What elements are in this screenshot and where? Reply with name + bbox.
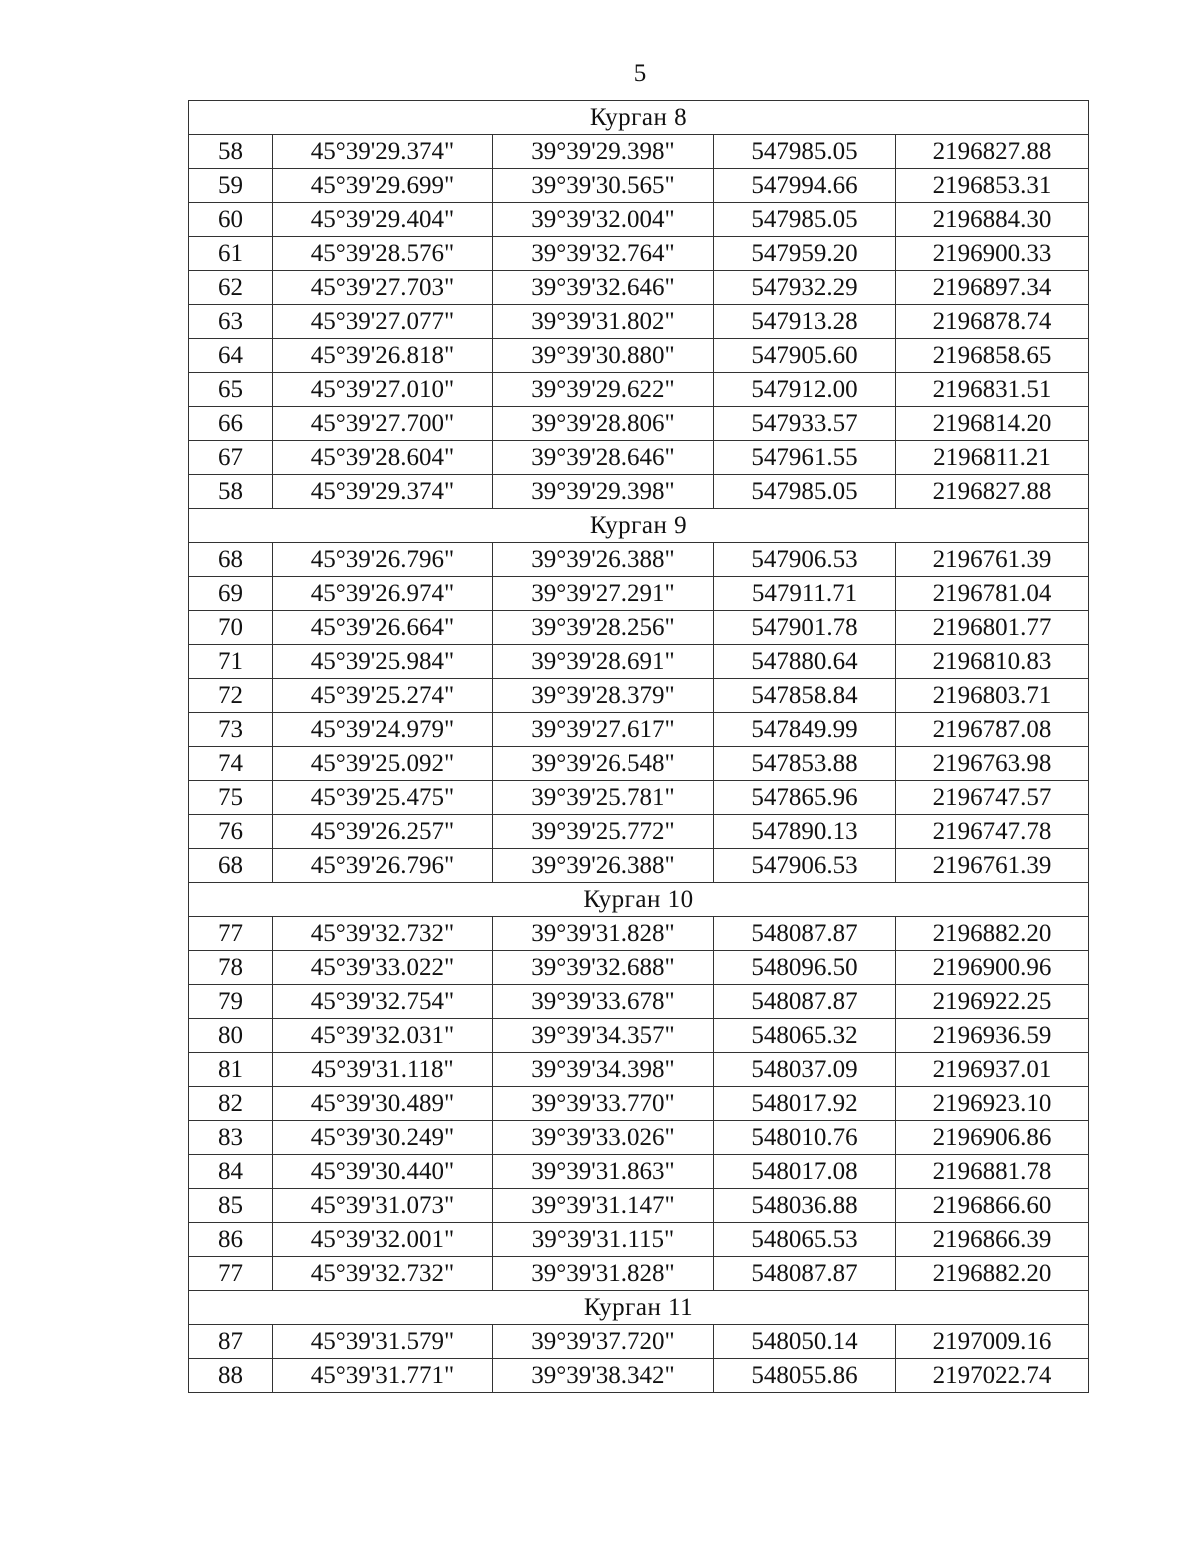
- latitude-cell: 45°39'29.374": [273, 475, 493, 509]
- table-row: [189, 135, 1089, 169]
- y-coordinate-cell: 2196884.30: [896, 203, 1089, 237]
- point-number-cell: 80: [189, 1019, 273, 1053]
- latitude-cell: 45°39'24.979": [273, 713, 493, 747]
- latitude-cell: 45°39'29.404": [273, 203, 493, 237]
- latitude-cell: 45°39'26.974": [273, 577, 493, 611]
- point-number-cell: 82: [189, 1087, 273, 1121]
- longitude-cell: 39°39'29.398": [493, 135, 714, 169]
- group-header-row: [189, 1291, 1089, 1325]
- point-number-cell: 77: [189, 917, 273, 951]
- table-row: [189, 1121, 1089, 1155]
- table-row: [189, 1223, 1089, 1257]
- latitude-cell: 45°39'32.031": [273, 1019, 493, 1053]
- table-row: [189, 407, 1089, 441]
- x-coordinate-cell: 547913.28: [714, 305, 896, 339]
- latitude-cell: 45°39'32.754": [273, 985, 493, 1019]
- longitude-cell: 39°39'32.764": [493, 237, 714, 271]
- table-row: [189, 951, 1089, 985]
- longitude-cell: 39°39'28.691": [493, 645, 714, 679]
- y-coordinate-cell: 2196878.74: [896, 305, 1089, 339]
- x-coordinate-cell: 547849.99: [714, 713, 896, 747]
- table-row: [189, 815, 1089, 849]
- latitude-cell: 45°39'28.576": [273, 237, 493, 271]
- longitude-cell: 39°39'28.379": [493, 679, 714, 713]
- longitude-cell: 39°39'31.802": [493, 305, 714, 339]
- x-coordinate-cell: 547985.05: [714, 135, 896, 169]
- y-coordinate-cell: 2196781.04: [896, 577, 1089, 611]
- table-row: [189, 1359, 1089, 1393]
- point-number-cell: 76: [189, 815, 273, 849]
- x-coordinate-cell: 547905.60: [714, 339, 896, 373]
- point-number-cell: 87: [189, 1325, 273, 1359]
- point-number-cell: 66: [189, 407, 273, 441]
- point-number-cell: 59: [189, 169, 273, 203]
- longitude-cell: 39°39'32.004": [493, 203, 714, 237]
- y-coordinate-cell: 2196937.01: [896, 1053, 1089, 1087]
- x-coordinate-cell: 548087.87: [714, 1257, 896, 1291]
- table-row: [189, 645, 1089, 679]
- latitude-cell: 45°39'25.475": [273, 781, 493, 815]
- x-coordinate-cell: 548055.86: [714, 1359, 896, 1393]
- point-number-cell: 84: [189, 1155, 273, 1189]
- table-row: [189, 169, 1089, 203]
- y-coordinate-cell: 2196831.51: [896, 373, 1089, 407]
- x-coordinate-cell: 548036.88: [714, 1189, 896, 1223]
- y-coordinate-cell: 2197022.74: [896, 1359, 1089, 1393]
- y-coordinate-cell: 2196761.39: [896, 543, 1089, 577]
- latitude-cell: 45°39'26.257": [273, 815, 493, 849]
- latitude-cell: 45°39'33.022": [273, 951, 493, 985]
- table-row: [189, 1325, 1089, 1359]
- group-header-row: [189, 509, 1089, 543]
- table-row: [189, 203, 1089, 237]
- table-row: [189, 305, 1089, 339]
- table-row: [189, 1257, 1089, 1291]
- latitude-cell: 45°39'31.118": [273, 1053, 493, 1087]
- point-number-cell: 86: [189, 1223, 273, 1257]
- point-number-cell: 77: [189, 1257, 273, 1291]
- table-row: [189, 679, 1089, 713]
- latitude-cell: 45°39'27.010": [273, 373, 493, 407]
- y-coordinate-cell: 2196801.77: [896, 611, 1089, 645]
- table-row: [189, 577, 1089, 611]
- longitude-cell: 39°39'37.720": [493, 1325, 714, 1359]
- point-number-cell: 63: [189, 305, 273, 339]
- group-title: Курган 9: [189, 509, 1089, 543]
- y-coordinate-cell: 2196763.98: [896, 747, 1089, 781]
- longitude-cell: 39°39'34.357": [493, 1019, 714, 1053]
- x-coordinate-cell: 547912.00: [714, 373, 896, 407]
- y-coordinate-cell: 2196814.20: [896, 407, 1089, 441]
- longitude-cell: 39°39'31.828": [493, 917, 714, 951]
- y-coordinate-cell: 2196787.08: [896, 713, 1089, 747]
- point-number-cell: 71: [189, 645, 273, 679]
- x-coordinate-cell: 548010.76: [714, 1121, 896, 1155]
- latitude-cell: 45°39'32.732": [273, 917, 493, 951]
- table-row: [189, 441, 1089, 475]
- x-coordinate-cell: 547906.53: [714, 543, 896, 577]
- coordinates-table-body: [189, 101, 1089, 1393]
- page-number: 5: [633, 60, 647, 87]
- longitude-cell: 39°39'33.770": [493, 1087, 714, 1121]
- longitude-cell: 39°39'28.806": [493, 407, 714, 441]
- latitude-cell: 45°39'29.699": [273, 169, 493, 203]
- point-number-cell: 61: [189, 237, 273, 271]
- x-coordinate-cell: 548037.09: [714, 1053, 896, 1087]
- point-number-cell: 72: [189, 679, 273, 713]
- latitude-cell: 45°39'31.073": [273, 1189, 493, 1223]
- table-row: [189, 713, 1089, 747]
- table-row: [189, 1155, 1089, 1189]
- longitude-cell: 39°39'27.617": [493, 713, 714, 747]
- x-coordinate-cell: 548050.14: [714, 1325, 896, 1359]
- y-coordinate-cell: 2196882.20: [896, 917, 1089, 951]
- x-coordinate-cell: 547853.88: [714, 747, 896, 781]
- point-number-cell: 78: [189, 951, 273, 985]
- point-number-cell: 65: [189, 373, 273, 407]
- y-coordinate-cell: 2196922.25: [896, 985, 1089, 1019]
- point-number-cell: 85: [189, 1189, 273, 1223]
- group-header-row: [189, 101, 1089, 135]
- point-number-cell: 60: [189, 203, 273, 237]
- latitude-cell: 45°39'25.092": [273, 747, 493, 781]
- table-row: [189, 1019, 1089, 1053]
- group-title: Курган 10: [189, 883, 1089, 917]
- latitude-cell: 45°39'32.001": [273, 1223, 493, 1257]
- point-number-cell: 69: [189, 577, 273, 611]
- y-coordinate-cell: 2196900.96: [896, 951, 1089, 985]
- x-coordinate-cell: 547880.64: [714, 645, 896, 679]
- group-header-row: [189, 883, 1089, 917]
- point-number-cell: 79: [189, 985, 273, 1019]
- point-number-cell: 64: [189, 339, 273, 373]
- y-coordinate-cell: 2196811.21: [896, 441, 1089, 475]
- y-coordinate-cell: 2196747.57: [896, 781, 1089, 815]
- longitude-cell: 39°39'28.256": [493, 611, 714, 645]
- longitude-cell: 39°39'31.115": [493, 1223, 714, 1257]
- longitude-cell: 39°39'30.565": [493, 169, 714, 203]
- point-number-cell: 62: [189, 271, 273, 305]
- y-coordinate-cell: 2196810.83: [896, 645, 1089, 679]
- latitude-cell: 45°39'30.489": [273, 1087, 493, 1121]
- latitude-cell: 45°39'30.440": [273, 1155, 493, 1189]
- y-coordinate-cell: 2196827.88: [896, 475, 1089, 509]
- x-coordinate-cell: 547961.55: [714, 441, 896, 475]
- longitude-cell: 39°39'25.781": [493, 781, 714, 815]
- longitude-cell: 39°39'32.688": [493, 951, 714, 985]
- longitude-cell: 39°39'30.880": [493, 339, 714, 373]
- longitude-cell: 39°39'38.342": [493, 1359, 714, 1393]
- longitude-cell: 39°39'31.863": [493, 1155, 714, 1189]
- table-row: [189, 1189, 1089, 1223]
- x-coordinate-cell: 547933.57: [714, 407, 896, 441]
- coordinates-table: [188, 100, 1089, 1393]
- longitude-cell: 39°39'31.147": [493, 1189, 714, 1223]
- latitude-cell: 45°39'30.249": [273, 1121, 493, 1155]
- y-coordinate-cell: 2196827.88: [896, 135, 1089, 169]
- longitude-cell: 39°39'31.828": [493, 1257, 714, 1291]
- x-coordinate-cell: 548096.50: [714, 951, 896, 985]
- latitude-cell: 45°39'32.732": [273, 1257, 493, 1291]
- x-coordinate-cell: 547932.29: [714, 271, 896, 305]
- table-row: [189, 849, 1089, 883]
- latitude-cell: 45°39'27.077": [273, 305, 493, 339]
- y-coordinate-cell: 2196853.31: [896, 169, 1089, 203]
- table-row: [189, 985, 1089, 1019]
- y-coordinate-cell: 2196882.20: [896, 1257, 1089, 1291]
- x-coordinate-cell: 547865.96: [714, 781, 896, 815]
- longitude-cell: 39°39'29.622": [493, 373, 714, 407]
- x-coordinate-cell: 548017.92: [714, 1087, 896, 1121]
- y-coordinate-cell: 2197009.16: [896, 1325, 1089, 1359]
- latitude-cell: 45°39'28.604": [273, 441, 493, 475]
- y-coordinate-cell: 2196761.39: [896, 849, 1089, 883]
- table-row: [189, 917, 1089, 951]
- point-number-cell: 81: [189, 1053, 273, 1087]
- x-coordinate-cell: 547906.53: [714, 849, 896, 883]
- table-row: [189, 237, 1089, 271]
- table-row: [189, 781, 1089, 815]
- longitude-cell: 39°39'33.026": [493, 1121, 714, 1155]
- point-number-cell: 74: [189, 747, 273, 781]
- y-coordinate-cell: 2196858.65: [896, 339, 1089, 373]
- latitude-cell: 45°39'31.579": [273, 1325, 493, 1359]
- longitude-cell: 39°39'26.548": [493, 747, 714, 781]
- x-coordinate-cell: 547994.66: [714, 169, 896, 203]
- latitude-cell: 45°39'25.984": [273, 645, 493, 679]
- point-number-cell: 58: [189, 135, 273, 169]
- latitude-cell: 45°39'27.703": [273, 271, 493, 305]
- y-coordinate-cell: 2196936.59: [896, 1019, 1089, 1053]
- table-row: [189, 747, 1089, 781]
- x-coordinate-cell: 548017.08: [714, 1155, 896, 1189]
- y-coordinate-cell: 2196897.34: [896, 271, 1089, 305]
- x-coordinate-cell: 548087.87: [714, 917, 896, 951]
- table-row: [189, 1053, 1089, 1087]
- y-coordinate-cell: 2196866.39: [896, 1223, 1089, 1257]
- point-number-cell: 70: [189, 611, 273, 645]
- x-coordinate-cell: 547858.84: [714, 679, 896, 713]
- group-title: Курган 11: [189, 1291, 1089, 1325]
- latitude-cell: 45°39'27.700": [273, 407, 493, 441]
- longitude-cell: 39°39'27.291": [493, 577, 714, 611]
- point-number-cell: 68: [189, 849, 273, 883]
- longitude-cell: 39°39'32.646": [493, 271, 714, 305]
- latitude-cell: 45°39'31.771": [273, 1359, 493, 1393]
- longitude-cell: 39°39'26.388": [493, 849, 714, 883]
- x-coordinate-cell: 547985.05: [714, 203, 896, 237]
- point-number-cell: 88: [189, 1359, 273, 1393]
- x-coordinate-cell: 547901.78: [714, 611, 896, 645]
- longitude-cell: 39°39'25.772": [493, 815, 714, 849]
- table-row: [189, 611, 1089, 645]
- y-coordinate-cell: 2196923.10: [896, 1087, 1089, 1121]
- latitude-cell: 45°39'29.374": [273, 135, 493, 169]
- point-number-cell: 83: [189, 1121, 273, 1155]
- table-row: [189, 543, 1089, 577]
- table-row: [189, 271, 1089, 305]
- y-coordinate-cell: 2196900.33: [896, 237, 1089, 271]
- point-number-cell: 73: [189, 713, 273, 747]
- table-row: [189, 339, 1089, 373]
- x-coordinate-cell: 548065.53: [714, 1223, 896, 1257]
- latitude-cell: 45°39'26.796": [273, 849, 493, 883]
- point-number-cell: 58: [189, 475, 273, 509]
- latitude-cell: 45°39'26.796": [273, 543, 493, 577]
- y-coordinate-cell: 2196866.60: [896, 1189, 1089, 1223]
- point-number-cell: 68: [189, 543, 273, 577]
- longitude-cell: 39°39'28.646": [493, 441, 714, 475]
- point-number-cell: 67: [189, 441, 273, 475]
- x-coordinate-cell: 548065.32: [714, 1019, 896, 1053]
- table-row: [189, 1087, 1089, 1121]
- latitude-cell: 45°39'26.818": [273, 339, 493, 373]
- x-coordinate-cell: 547890.13: [714, 815, 896, 849]
- point-number-cell: 75: [189, 781, 273, 815]
- longitude-cell: 39°39'33.678": [493, 985, 714, 1019]
- table-row: [189, 475, 1089, 509]
- table-row: [189, 373, 1089, 407]
- x-coordinate-cell: 547985.05: [714, 475, 896, 509]
- y-coordinate-cell: 2196803.71: [896, 679, 1089, 713]
- longitude-cell: 39°39'34.398": [493, 1053, 714, 1087]
- y-coordinate-cell: 2196747.78: [896, 815, 1089, 849]
- y-coordinate-cell: 2196906.86: [896, 1121, 1089, 1155]
- y-coordinate-cell: 2196881.78: [896, 1155, 1089, 1189]
- x-coordinate-cell: 548087.87: [714, 985, 896, 1019]
- x-coordinate-cell: 547911.71: [714, 577, 896, 611]
- latitude-cell: 45°39'25.274": [273, 679, 493, 713]
- group-title: Курган 8: [189, 101, 1089, 135]
- longitude-cell: 39°39'26.388": [493, 543, 714, 577]
- x-coordinate-cell: 547959.20: [714, 237, 896, 271]
- longitude-cell: 39°39'29.398": [493, 475, 714, 509]
- latitude-cell: 45°39'26.664": [273, 611, 493, 645]
